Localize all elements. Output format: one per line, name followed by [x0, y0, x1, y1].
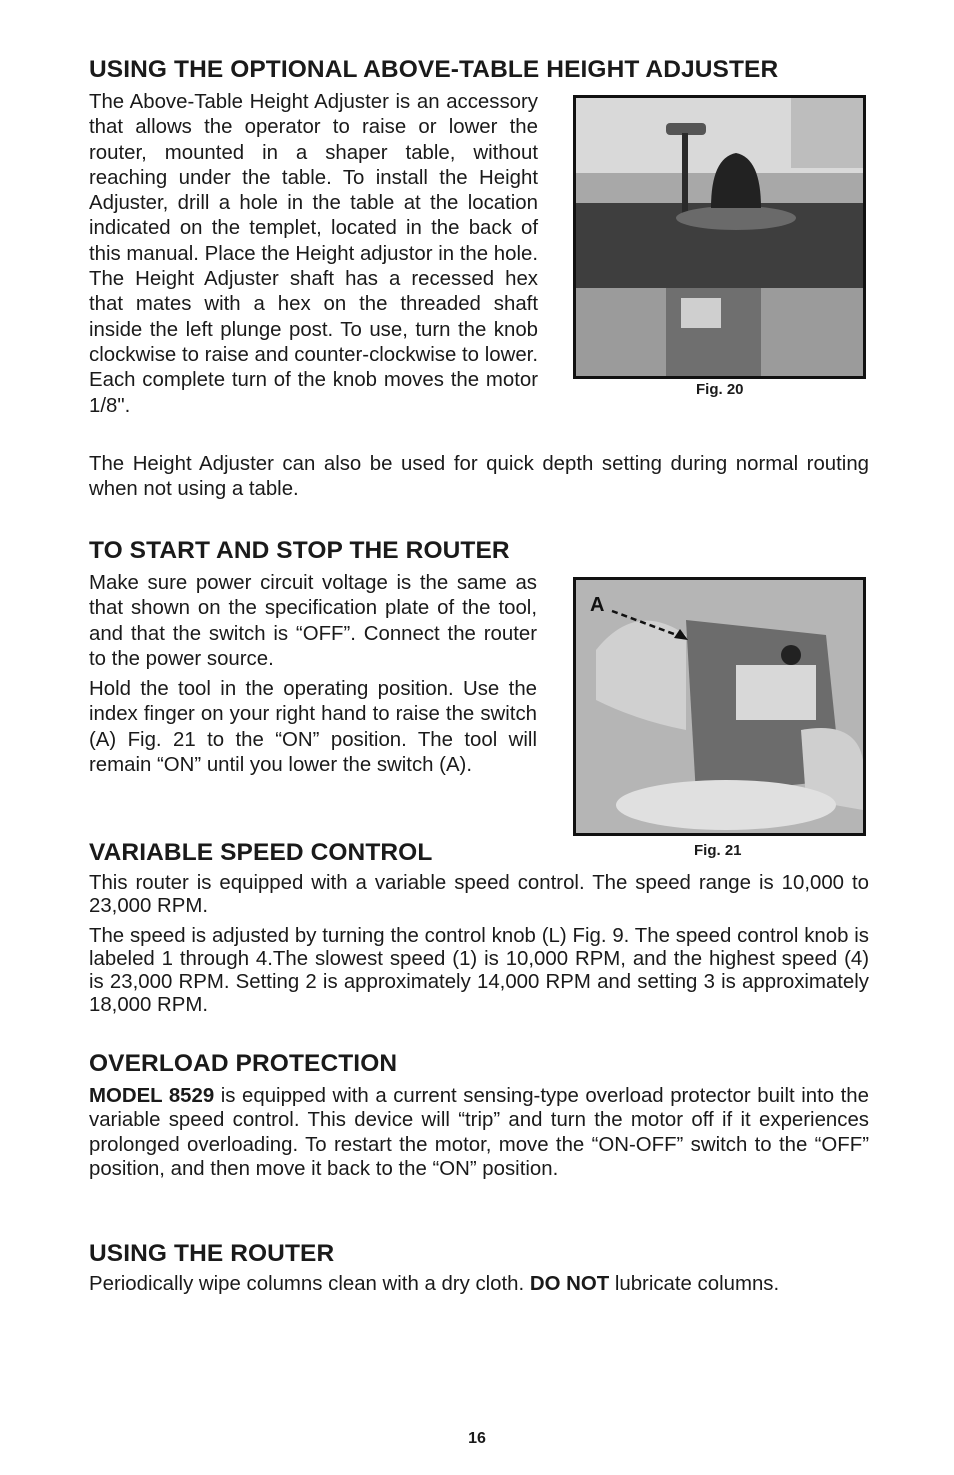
page-number: 16 — [468, 1430, 486, 1447]
using-router-para — [89, 1272, 889, 1297]
figure-20-photo — [573, 95, 866, 379]
figure-21-photo — [573, 577, 866, 836]
using-router-text-2: lubricate columns. — [609, 1273, 780, 1295]
heading-using-router: USING THE ROUTER — [89, 1240, 335, 1267]
overload-text: is equipped with a current sensing-type overload protector built into the variable speed control. This device will “trip” and turn the motor off if it experiences prolonged overloading. To restart the motor, move the “ON-OFF” switch to the “OFF” position, and then move it back to the “ON” position. — [89, 1085, 869, 1181]
height-adjuster-para-1: The Above-Table Height Adjuster is an accessory that allows the operator to raise or lower the router, mounted in a shaper table, without reaching under the table. To install the Height Adjuster, drill a hole in the table at the location indicated on the templet, located in the back of this manual. Place the Height adjustor in the hole. The Height Adjuster shaft has a recessed hex that mates with a hex on the threaded shaft inside the left plunge post. To use, turn the knob clockwise to raise and counter-clockwise to lower. Each complete turn of the knob moves the motor 1/8". — [89, 91, 538, 417]
using-router-text-1: Periodically wipe columns clean with a dry cloth. — [89, 1273, 530, 1295]
start-stop-para-1: Make sure power circuit voltage is the same as that shown on the specification plate of the tool, and that the switch is “OFF”. Connect the router to the power source. — [89, 572, 537, 670]
heading-overload: OVERLOAD PROTECTION — [89, 1050, 398, 1077]
callout-arrow-icon — [610, 605, 690, 645]
figure-20-caption: Fig. 20 — [696, 381, 744, 398]
heading-start-stop: TO START AND STOP THE ROUTER — [89, 537, 510, 564]
variable-speed-para-2: The speed is adjusted by turning the control knob (L) Fig. 9. The speed control knob is labeled 1 through 4.The slowest speed (1) is 10,000 RPM, and the highest speed (4) is 23,000 RPM. Setting 2 is approximately 14,000 RPM and setting 3 is approximately 18,000 RPM. — [89, 925, 869, 1016]
heading-variable-speed: VARIABLE SPEED CONTROL — [89, 839, 433, 866]
overload-para — [89, 1084, 869, 1182]
model-number: MODEL 8529 — [89, 1085, 215, 1107]
start-stop-para-2: Hold the tool in the operating position. Use the index finger on your right hand to raise the switch (A) Fig. 21 to the “ON” position. The tool will remain “ON” until you lower the switch (A). — [89, 678, 537, 776]
figure-21-caption: Fig. 21 — [694, 842, 742, 859]
router-table-illustration — [576, 98, 863, 376]
variable-speed-para-1: This router is equipped with a variable speed control. The speed range is 10,000 to 23,000 RPM. — [89, 872, 869, 917]
height-adjuster-para-2: The Height Adjuster can also be used for quick depth setting during normal routing when not using a table. — [89, 453, 869, 501]
heading-height-adjuster: USING THE OPTIONAL ABOVE-TABLE HEIGHT ADJUSTER — [89, 56, 779, 83]
using-router-warning: DO NOT — [529, 1273, 610, 1295]
figure-21-callout-a: A — [590, 594, 605, 616]
